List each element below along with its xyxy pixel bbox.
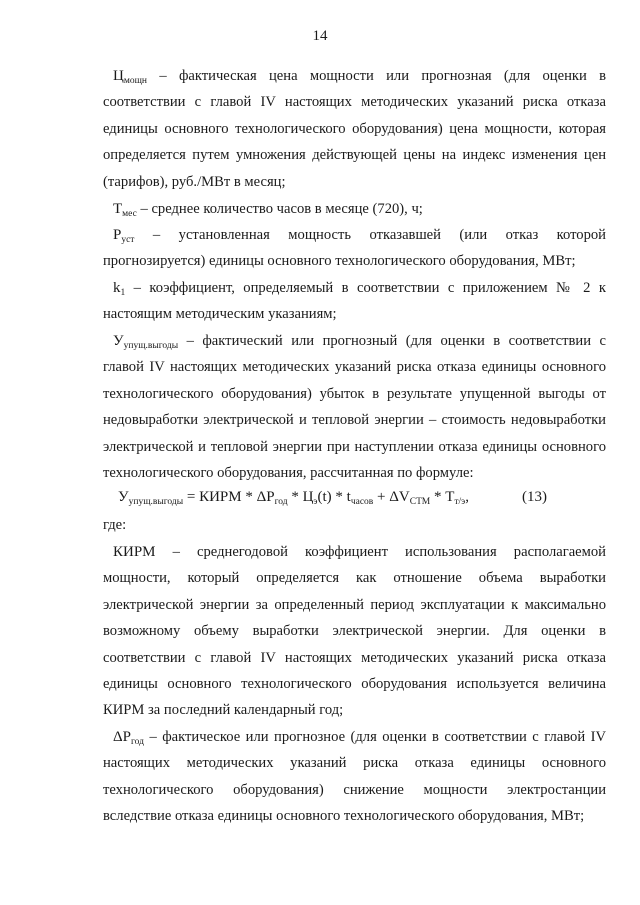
definition-text: – среднее количество часов в месяце (720), ч;: [136, 201, 423, 217]
definition-tsena-moshchnosti: [103, 63, 606, 195]
definition-text: – установленная мощность отказавшей (или отказ которой прогнозируется) единицы основного технологического оборудования, МВт;: [103, 227, 606, 270]
definition-kirm: [103, 539, 606, 724]
symbol: Ц: [113, 68, 124, 84]
symbol: У: [113, 333, 124, 349]
definition-k1: [103, 275, 606, 328]
symbol-subscript: 1: [120, 288, 126, 298]
symbol-subscript: мес: [122, 209, 137, 219]
symbol-subscript: мощн: [123, 76, 148, 86]
formula-number: (13): [522, 489, 547, 505]
symbol: Т: [113, 201, 123, 217]
symbol-subscript: упущ.выгоды: [123, 341, 179, 351]
definition-delta-p-god: [103, 724, 606, 830]
definition-text: – среднегодовой коэффициент использования располагаемой мощности, который определяется как отношение объема выработки электрической энергии за определенный период эксплуатации к максимально возможному объему выработки электрической энергии. Для оценки в соответствии с главой IV настоящих методических указаний риска отказа единицы основного технологического оборудования используется величина КИРМ за последний календарный год;: [103, 544, 606, 719]
definition-u-upushch-vygody: [103, 328, 606, 486]
symbol: КИРМ: [113, 544, 156, 560]
symbol-subscript: уст: [121, 235, 135, 245]
definition-text: – фактическое или прогнозное (для оценки в соответствии с главой IV настоящих методических указаний риска отказа единицы основного технологического оборудования) снижение мощности электростанции вследствие отказа единицы основного технологического оборудования, МВт;: [103, 729, 606, 825]
where-label: где:: [103, 517, 127, 533]
definition-text: – фактическая цена мощности или прогнозная (для оценки в соответствии с главой IV настоящих методических указаний риска отказа единицы основного технологического оборудования) цена мощности, которая определяется путем умножения действующей цены на индекс изменения цен (тарифов), руб./МВт в месяц;: [103, 68, 606, 190]
definition-text: – коэффициент, определяемый в соответствии с приложением № 2 к настоящим методическим указаниям;: [103, 280, 606, 323]
formula-13: $У_{упущ.выгоды}$ = КИРМ * $\Delta Р_{год} * Ц_э(t) * t_{часов} + \Delta V_{СТМ} * Т_{т/э}$,: [118, 489, 469, 507]
page-number: 14: [312, 28, 328, 44]
symbol: Р: [113, 227, 122, 243]
symbol: ΔР: [113, 729, 131, 745]
symbol-subscript: год: [131, 737, 144, 747]
definition-t-mes: [103, 196, 606, 222]
definition-text: – фактический или прогнозный (для оценки в соответствии с главой IV настоящих методических указаний риска отказа единицы основного технологического оборудования) убыток в результате упущенной выгоды от недовыработки электрической и тепловой энергии – стоимость недовыработки электрической и тепловой энергии при наступлении отказа единицы основного технологического оборудования, рассчитанная по формуле:: [103, 333, 606, 482]
symbol: k: [113, 280, 121, 296]
definition-p-ust: [103, 222, 606, 275]
